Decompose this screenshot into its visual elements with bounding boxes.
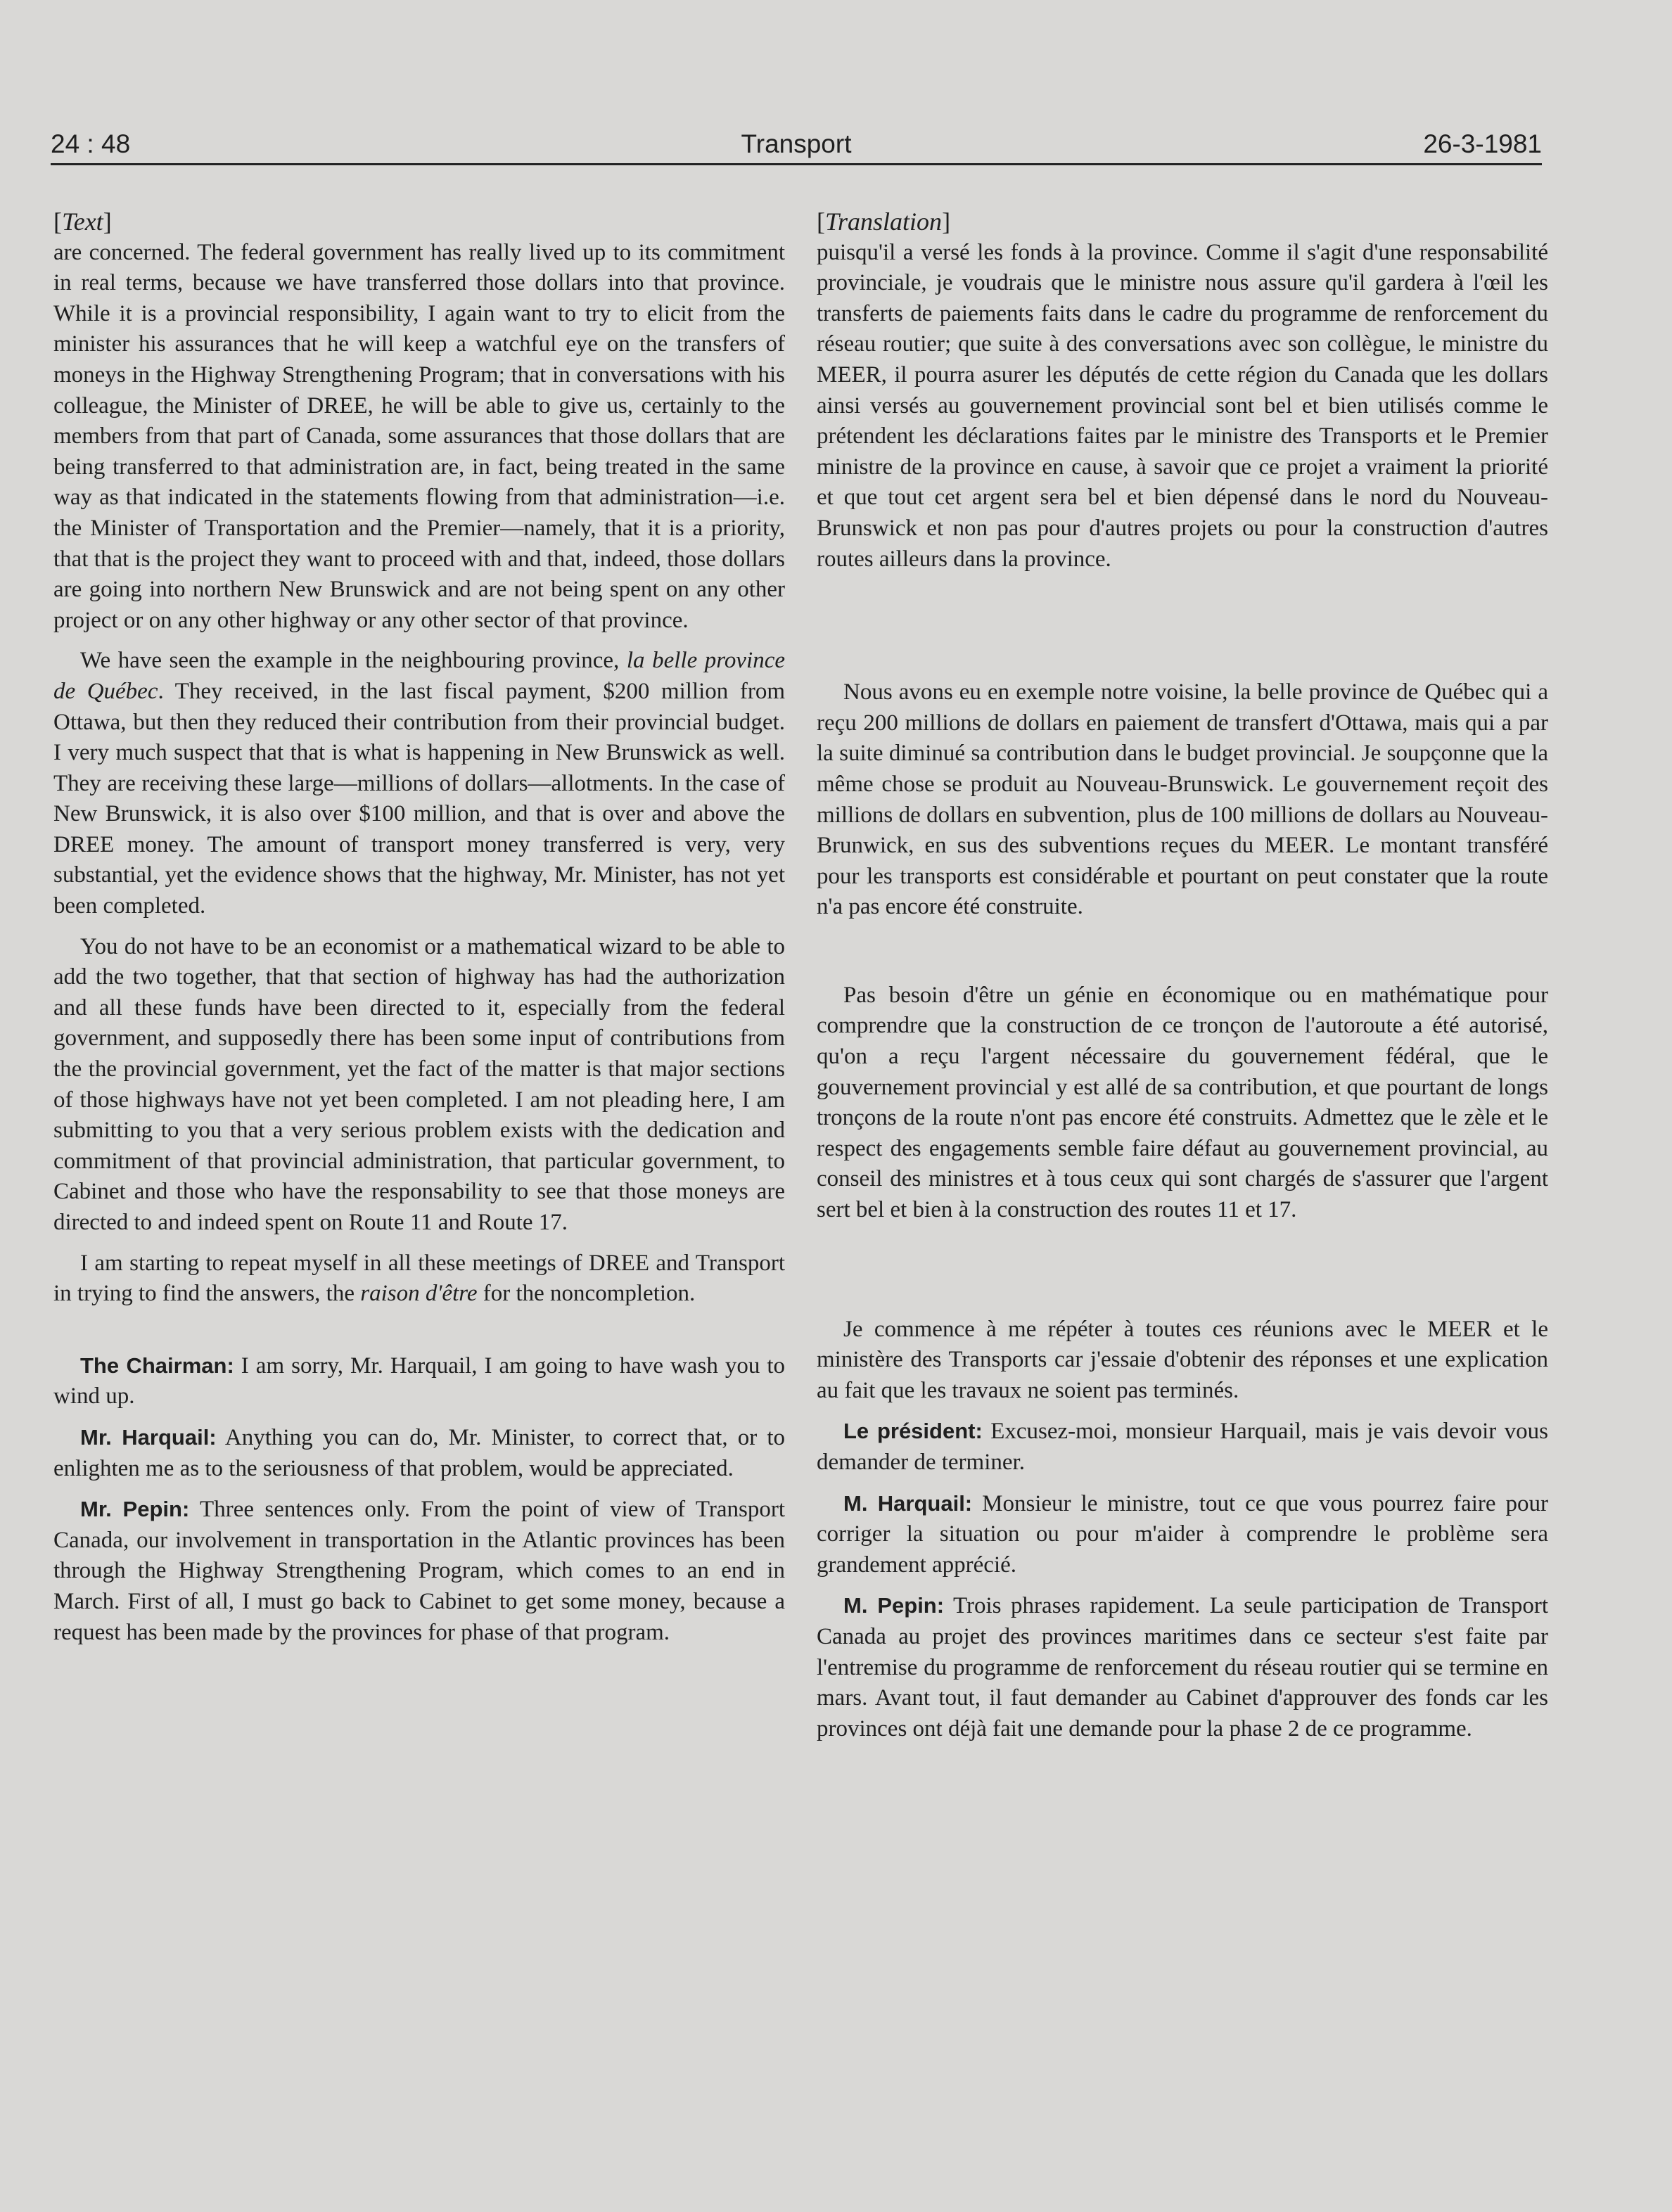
- pepin-remark-fr: M. Pepin: Trois phrases rapidement. La seule participation de Transport Canada au projet des provinces maritimes dans ce secteur s'est faite par l'entremise du programme de renforcement du réseau routier qui se termine en mars. Avant tout, il faut demander au Cabinet d'approuver des fonds car les provinces ont déjà fait une demande pour la phase 2 de ce programme.: [817, 1593, 1549, 1741]
- speaker-name: M. Harquail:: [843, 1490, 973, 1516]
- speaker-name: M. Pepin:: [843, 1593, 945, 1618]
- speaker-name: Mr. Harquail:: [80, 1424, 217, 1450]
- french-paragraph-3: Pas besoin d'être un génie en économique ou en mathématique pour comprendre que la construction de ce tronçon de l'autoroute a été autorisé, qu'on a reçu l'argent nécessaire du gouvernement fédéral, que le gouvernement provincial y est allé de sa contribution, et que pourtant de longs tronçons de la route n'ont pas encore été construits. Admettez que le zèle et le respect des engagements semble faire défaut au gouvernement provincial, au conseil des ministres et à tous ceux qui sont chargés de s'assurer que l'argent sert bel et bien à la construction des routes 11 et 17.: [817, 982, 1548, 1223]
- english-paragraph-1: are concerned. The federal government has really lived up to its commitment in real terms, because we have transferred those dollars into that province. While it is a provincial responsibility, I again want to try to elicit from the minister his assurances that he will keep a watchful eye on the transfers of moneys in the Highway Strengthening Program; that in conversations with his colleague, the Minister of DREE, he will be able to give us, certainly to the members from that part of Canada, some assurances that those dollars that are being transferred to that administration are, in fact, being treated in the same way as that indicated in the statements flowing from that administration—i.e. the Minister of Transportation and the Premier—namely, that it is a priority, that that is the project they want to proceed with and that, indeed, those dollars are going into northern New Brunswick and are not being spent on any other project or on any other highway or any other sector of that province.: [53, 239, 785, 633]
- meeting-date: 26-3-1981: [1423, 129, 1542, 158]
- french-paragraph-4: Je commence à me répéter à toutes ces réunions avec le MEER et le ministère des Transports car j'essaie d'obtenir des réponses et une explication au fait que les travaux ne soient pas terminés.: [817, 1316, 1548, 1403]
- english-paragraph-3: You do not have to be an economist or a mathematical wizard to be able to add the two together, that that section of highway has had the authorization and all these funds have been directed to it, especially from the federal government, and supposedly there has been some input of contributions from the the provincial government, yet the fact of the matter is that major sections of those highways have not yet been completed. I am not pleading here, I am submitting to you that a very serious problem exists with the dedication and commitment of that provincial administration, that particular government, to Cabinet and those who have the responsability to see that those moneys are directed to and indeed spent on Route 11 and Route 17.: [53, 933, 785, 1235]
- french-column: [817, 207, 1548, 1744]
- speaker-name: Le président:: [843, 1419, 983, 1444]
- french-paragraph-2: Nous avons eu en exemple notre voisine, la belle province de Québec qui a reçu 200 millions de dollars en paiement de transfert d'Ottawa, mais qui a par la suite diminué sa contribution dans le budget provincial. Je soupçonne que la même chose se produit au Nouveau-Brunswick. Le gouvernement reçoit des millions de dollars en subvention, plus de 100 millions de dollars au Nouveau-Brunwick, en sus des subventions reçues du MEER. Le montant transféré pour les transports est considérable et pourtant on peut constater que la route n'a pas encore été construite.: [817, 679, 1548, 920]
- english-paragraph-2: We have seen the example in the neighbouring province, la belle province de Québec. They received, in the last fiscal payment, $200 million from Ottawa, but then they reduced their contribution from their provincial budget. I very much suspect that that is what is happening in New Brunswick as well. They are receiving these large—millions of dollars—allotments. In the case of New Brunswick, it is also over $100 million, and that is over and above the DREE money. The amount of transport money transferred is very, very substantial, yet the evidence shows that the highway, Mr. Minister, has not yet been completed.: [53, 648, 785, 919]
- president-remark: Le président: Excusez-moi, monsieur Harquail, mais je vais devoir vous demander de terminer.: [817, 1419, 1548, 1475]
- french-paragraph-1: puisqu'il a versé les fonds à la province. Comme il s'agit d'une responsabilité provinciale, je voudrais que le ministre nous assure qu'il gardera à l'œil les transferts de paiements faits dans le cadre du programme de renforcement du réseau routier; que suite à des conversations avec son collègue, le ministre du MEER, il pourra asurer les députés de cette région du Canada que les dollars ainsi versés au gouvernement provincial sont bel et bien utilisés comme le prétendent les déclarations faites par le ministre des Transports et le Premier ministre de la province en cause, à savoir que ce projet a vraiment la priorité et que tout cet argent sera bel et bien dépensé dans le nord du Nouveau-Brunswick et non pas pour d'autres projets ou pour la construction d'autres routes ailleurs dans la province.: [817, 239, 1548, 572]
- english-column: [53, 207, 785, 1648]
- english-paragraph-4: I am starting to repeat myself in all these meetings of DREE and Transport in trying to find the answers, the raison d'être for the noncompletion.: [53, 1250, 785, 1307]
- translation-label: [Translation]: [817, 207, 951, 236]
- text-label: [Text]: [53, 207, 112, 236]
- pepin-remark: Mr. Pepin: Three sentences only. From the point of view of Transport Canada, our involvement in transportation in the Atlantic provinces has been through the Highway Strengthening Program, which comes to an end in March. First of all, I must go back to Cabinet to get some money, because a request has been made by the provinces for phase of that program.: [53, 1497, 785, 1645]
- harquail-remark-fr: M. Harquail: Monsieur le ministre, tout ce que vous pourrez faire pour corriger la situation ou pour m'aider à comprendre le problème sera grandement apprécié.: [817, 1490, 1548, 1578]
- speaker-name: Mr. Pepin:: [80, 1497, 190, 1522]
- committee-title: Transport: [741, 129, 852, 158]
- speaker-name: The Chairman:: [80, 1353, 234, 1378]
- page-header: [51, 128, 1542, 165]
- harquail-remark: Mr. Harquail: Anything you can do, Mr. Minister, to correct that, or to enlighten me as to the seriousness of that problem, would be appreciated.: [53, 1424, 785, 1481]
- page-reference: 24 : 48: [51, 129, 131, 158]
- chairman-remark: The Chairman: I am sorry, Mr. Harquail, I am going to have wash you to wind up.: [53, 1353, 786, 1409]
